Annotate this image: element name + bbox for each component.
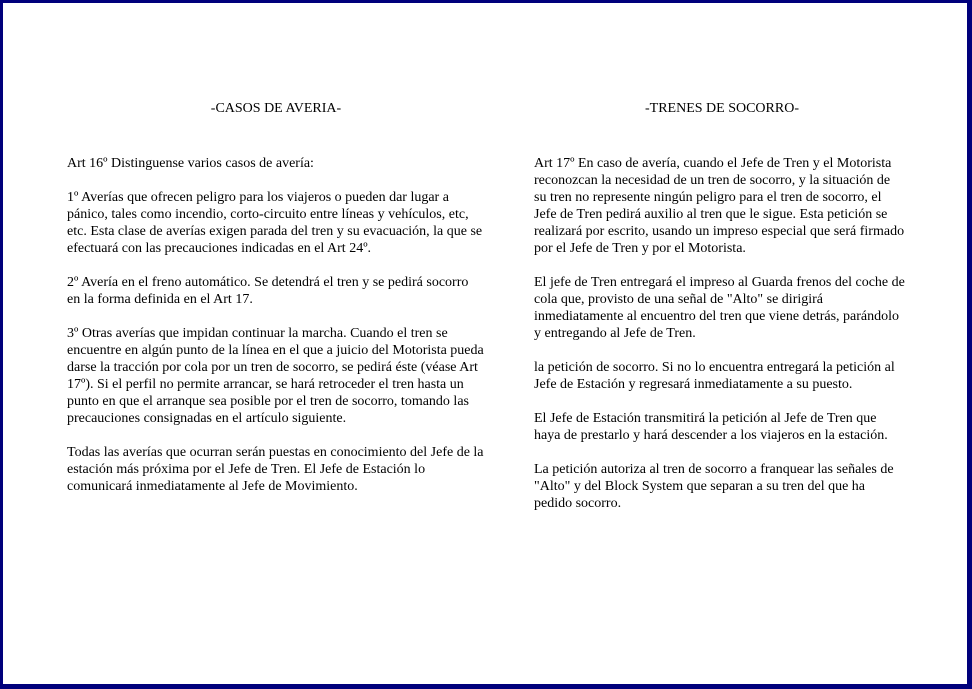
left-paragraph-1: Art 16º Distinguense varios casos de avería: <box>67 156 314 171</box>
right-paragraph-4: El Jefe de Estación transmitirá la petición al Jefe de Tren que haya de prestarlo y hará descender a los viajeros en la estación. <box>534 411 888 443</box>
left-column <box>67 100 485 512</box>
left-paragraph-4: 3º Otras averías que impidan continuar la marcha. Cuando el tren se encuentre en algún punto de la línea en el que a juicio del Motorista pueda darse la tracción por cola por un tren de socorro, se pedirá éste (véase Art 17º). Si el perfil no permite arrancar, se hará retroceder el tren hasta un punto en que el arranque sea posible por el tren de socorro, tomando las precauciones consignadas en el artículo siguiente. <box>67 326 484 426</box>
left-paragraph-2: 1º Averías que ofrecen peligro para los viajeros o pueden dar lugar a pánico, tales como incendio, corto-circuito entre líneas y vehículos, etc, etc. Esta clase de averías exigen parada del tren y su evacuación, la que se efectuará con las precauciones indicadas en el Art 24º. <box>67 190 483 256</box>
right-paragraph-2: El jefe de Tren entregará el impreso al Guarda frenos del coche de cola que, provisto de una señal de "Alto" se dirigirá inmediatamente al encuentro del tren que viene detrás, parándolo y entregando al Jefe de Tren. <box>534 275 905 341</box>
right-column <box>534 100 906 529</box>
left-paragraph-5: Todas las averías que ocurran serán puestas en conocimiento del Jefe de la estación más próxima por el Jefe de Tren. El Jefe de Estación lo comunicará inmediatamente al Jefe de Movimiento. <box>67 445 484 494</box>
left-paragraph-3: 2º Avería en el freno automático. Se detendrá el tren y se pedirá socorro en la forma definida en el Art 17. <box>67 275 469 307</box>
right-paragraph-5: La petición autoriza al tren de socorro a franquear las señales de "Alto" y del Block System que separan a su tren del que ha pedido socorro. <box>534 462 894 511</box>
right-paragraph-1: Art 17º En caso de avería, cuando el Jefe de Tren y el Motorista reconozcan la necesidad de un tren de socorro, y la situación de su tren no represente ningún peligro para el tren de socorro, el Jefe de Tren pedirá auxilio al tren que le sigue. Esta petición se realizará por escrito, usando un impreso especial que será firmado por el Jefe de Tren y por el Motorista. <box>534 156 905 256</box>
right-paragraph-3: la petición de socorro. Si no lo encuentra entregará la petición al Jefe de Estación y regresará inmediatamente a su puesto. <box>534 360 895 392</box>
right-column-title: -TRENES DE SOCORRO- <box>644 101 799 116</box>
left-column-title: -CASOS DE AVERIA- <box>210 101 342 116</box>
